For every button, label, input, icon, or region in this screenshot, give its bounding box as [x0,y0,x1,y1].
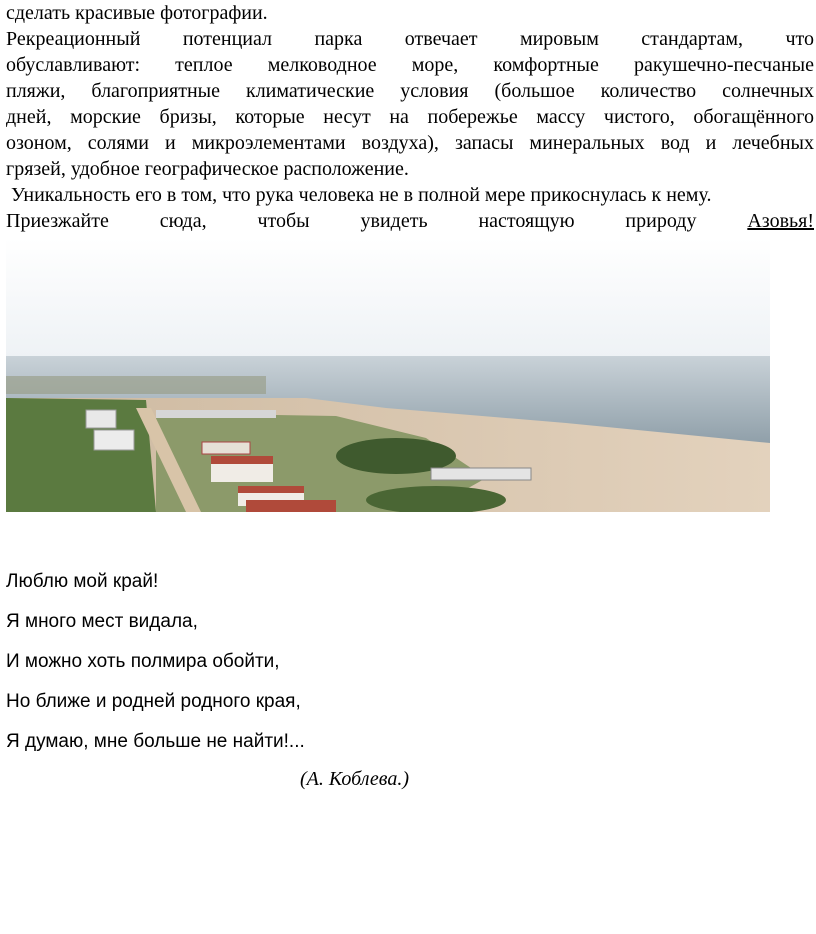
text-line-1: сделать красивые фотографии. [6,2,268,24]
para2-line-1: Уникальность его в том, что рука человека не в полной мере прикоснулась к нему. [6,184,712,206]
building-5 [202,442,250,454]
poem-line-2: Я много мест видала, [6,611,198,632]
poem-line-4: Но ближе и родней родного края, [6,691,301,712]
beach-shelter [431,468,531,480]
para1-line-5: озоном, солями и микроэлементами воздуха), запасы минеральных вод и лечебных [6,132,814,154]
red-roof-2 [238,486,304,493]
building-2 [94,430,134,450]
poem-line-3: И можно хоть полмира обойти, [6,651,280,672]
poem-author: (А. Коблева.) [300,768,409,790]
red-roof-1 [211,456,273,464]
red-roof-3 [246,500,336,512]
paragraph-uniqueness [6,182,814,234]
para1-line-6: грязей, удобное географическое расположение. [6,158,409,180]
building-1 [86,410,116,428]
poem-line-1: Люблю мой край! [6,571,159,592]
para1-line-3: пляжи, благоприятные климатические условия (большое количество солнечных [6,80,814,102]
coastal-photo [6,238,770,512]
sky [6,238,770,358]
para2-line-2 [6,208,814,234]
para1-line-2: обуславливают: теплое мелководное море, комфортные ракушечно-песчаные [6,54,814,76]
long-shed [156,410,276,418]
para2-line-2-text: Приезжайте сюда, чтобы увидеть настоящую природу [6,210,697,232]
coastal-photo-image [6,238,770,512]
azovye-link[interactable]: Азовья! [747,210,814,232]
grass-field [6,398,156,512]
paragraph-recreation [6,26,814,182]
para1-line-1: Рекреационный потенциал парка отвечает мировым стандартам, что [6,28,814,50]
intro-line [6,0,814,26]
poem-line-5: Я думаю, мне больше не найти!... [6,731,305,752]
para1-line-4: дней, морские бризы, которые несут на побережье массу чистого, обогащённого [6,106,814,128]
distant-structures [6,376,266,394]
